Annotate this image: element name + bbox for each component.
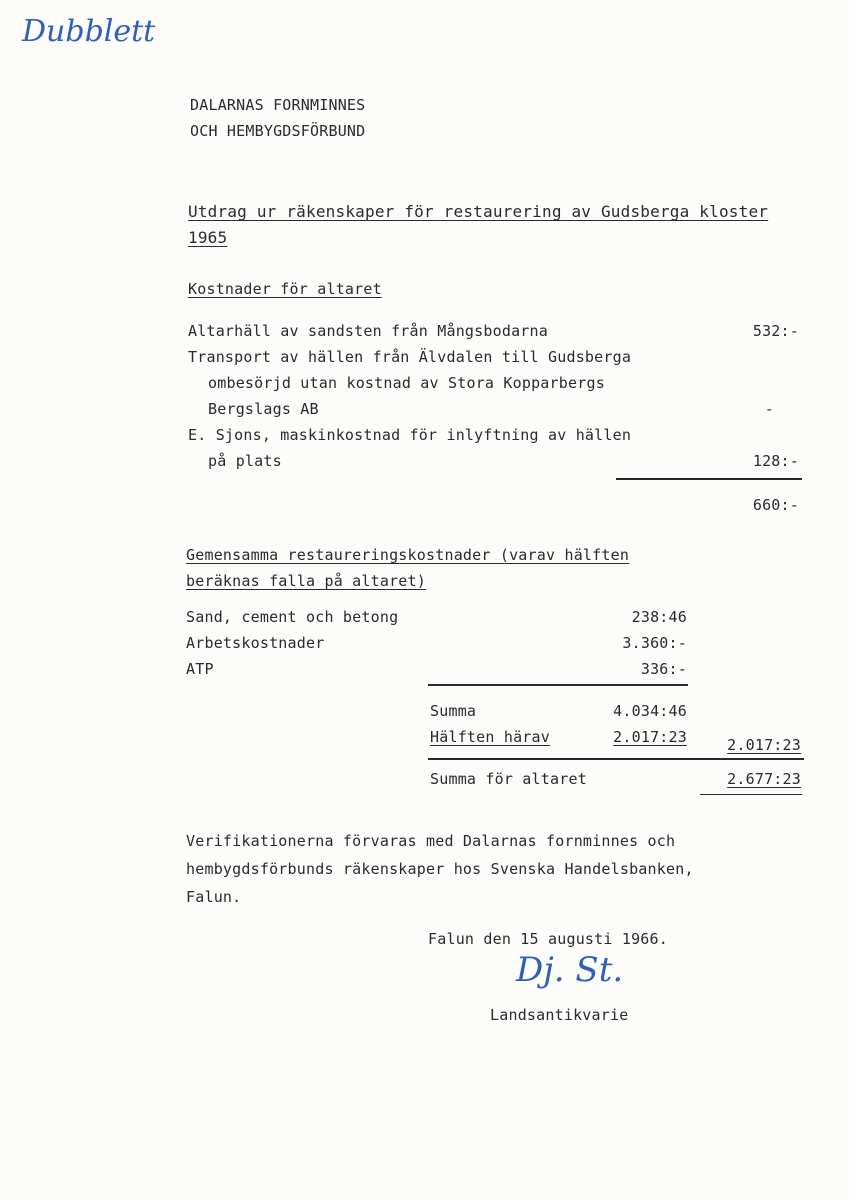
signer-title: Landsantikvarie — [490, 1006, 629, 1024]
note-line-3: Falun. — [186, 888, 242, 906]
cost-amount-1: 532:- — [752, 322, 799, 340]
note-line-2: hembygdsförbunds räkenskaper hos Svenska Handelsbanken, — [186, 860, 694, 878]
cost-item-3: ombesörjd utan kostnad av Stora Kopparbergs — [208, 374, 605, 392]
section2-sum-rule — [428, 684, 688, 686]
altar-total-rule — [428, 758, 804, 760]
section1-total-rule — [616, 478, 802, 480]
document-title: Utdrag ur räkenskaper för restaurering av Gudsberga kloster — [188, 202, 769, 221]
summa-label: Summa — [430, 702, 477, 720]
half-amount: 2.017:23 — [613, 728, 687, 746]
common-item-1: Sand, cement och betong — [186, 608, 399, 626]
date-line: Falun den 15 augusti 1966. — [428, 930, 668, 948]
section1-total: 660:- — [752, 496, 799, 514]
summa-amount: 4.034:46 — [613, 702, 687, 720]
common-item-2: Arbetskostnader — [186, 634, 325, 652]
altar-total-double-rule — [700, 794, 802, 795]
common-item-3: ATP — [186, 660, 214, 678]
cost-item-4: Bergslags AB — [208, 400, 319, 418]
cost-amount-6: 128:- — [752, 452, 799, 470]
org-line-2: OCH HEMBYGDSFÖRBUND — [190, 122, 366, 140]
document-year: 1965 — [188, 228, 228, 247]
cost-item-5: E. Sjons, maskinkostnad för inlyftning av hällen — [188, 426, 632, 444]
section2-heading-2: beräknas falla på altaret) — [186, 572, 426, 590]
common-amount-3: 336:- — [640, 660, 687, 678]
cost-item-1: Altarhäll av sandsten från Mångsbodarna — [188, 322, 548, 340]
altar-total-label: Summa för altaret — [430, 770, 587, 788]
org-line-1: DALARNAS FORNMINNES — [190, 96, 366, 114]
handwritten-mark: Dubblett — [22, 14, 156, 49]
signature: Dj. St. — [516, 950, 624, 990]
half-carry-amount: 2.017:23 — [727, 736, 801, 754]
cost-amount-4: - — [764, 400, 774, 418]
altar-total-amount: 2.677:23 — [727, 770, 801, 788]
common-amount-2: 3.360:- — [622, 634, 687, 652]
section1-heading: Kostnader för altaret — [188, 280, 382, 298]
common-amount-1: 238:46 — [631, 608, 687, 626]
note-line-1: Verifikationerna förvaras med Dalarnas fornminnes och — [186, 832, 676, 850]
cost-item-6: på plats — [208, 452, 282, 470]
section2-heading-1: Gemensamma restaureringskostnader (varav hälften — [186, 546, 630, 564]
half-label: Hälften härav — [430, 728, 550, 746]
cost-item-2: Transport av hällen från Älvdalen till Gudsberga — [188, 348, 632, 366]
